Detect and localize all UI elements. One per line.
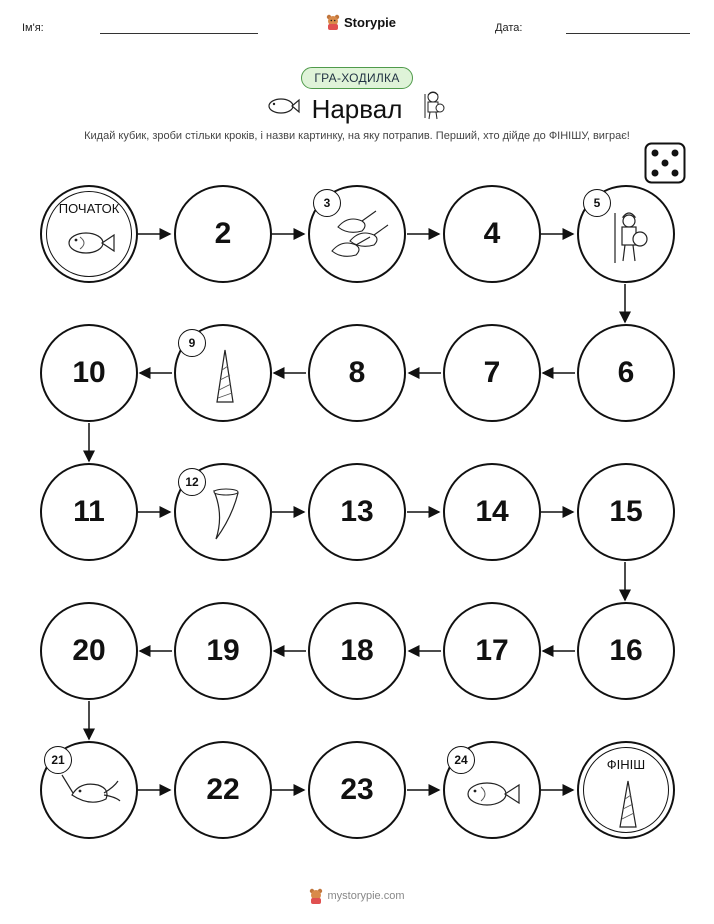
cell-number-badge: 21: [44, 746, 72, 774]
board-cell: [174, 741, 272, 839]
tusk-icon: [617, 779, 639, 829]
start-label: ПОЧАТОК: [58, 201, 120, 216]
narwhal-icon: [60, 771, 122, 811]
cell-number-badge: 9: [178, 329, 206, 357]
cell-number-badge: 5: [583, 189, 611, 217]
narwhal-group-icon: [328, 207, 390, 265]
bear-icon: [309, 888, 323, 904]
footer: [0, 888, 714, 904]
finish-label: ФІНІШ: [606, 757, 646, 772]
cell-number: 11: [73, 495, 105, 528]
cell-number: 16: [609, 634, 643, 667]
board-cell: [577, 463, 675, 561]
flatfish-icon: [465, 779, 521, 809]
brand-name: Storypie: [344, 14, 397, 30]
cell-number-badge: 12: [178, 468, 206, 496]
page-title: Нарвал: [311, 94, 403, 124]
cell-number: 15: [609, 495, 643, 528]
instructions: Кидай кубик, зроби стільки кроків, і назви картинку, на яку потрапив. Перший, хто дійде до ФІНІШУ, виграє!: [84, 130, 630, 142]
board-cell: [443, 602, 541, 700]
board-cell: [174, 185, 272, 283]
tusk-icon: [214, 348, 236, 404]
board-cell: [443, 463, 541, 561]
cell-number-badge: 3: [313, 189, 341, 217]
viking-icon: [609, 207, 649, 267]
board-cell: [577, 324, 675, 422]
cell-number: 10: [72, 356, 106, 389]
board-cell: [443, 324, 541, 422]
footer-site[interactable]: mystorypie.com: [327, 890, 405, 902]
flatfish-icon: [66, 229, 116, 257]
cell-number: 7: [483, 356, 501, 389]
cell-number: 13: [340, 495, 374, 528]
board-cell: [308, 741, 406, 839]
board-cell: [443, 185, 541, 283]
cell-number: 19: [206, 634, 240, 667]
cell-number: 8: [348, 356, 366, 389]
board-cell: [174, 602, 272, 700]
finish-cell: [577, 741, 675, 839]
board-cell: [40, 602, 138, 700]
cell-number: 2: [214, 217, 232, 250]
name-label: Ім'я:: [22, 22, 44, 34]
date-label: Дата:: [495, 22, 523, 34]
cell-number: 14: [475, 495, 509, 528]
cell-number: 22: [206, 773, 240, 806]
start-cell: [40, 185, 138, 283]
cell-number: 18: [340, 634, 374, 667]
board-cell: [308, 324, 406, 422]
horn-icon: [206, 487, 246, 543]
cell-number: 17: [475, 634, 509, 667]
cell-number: 23: [340, 773, 374, 806]
board-cell: [308, 602, 406, 700]
cell-number: 6: [617, 356, 635, 389]
cell-number-badge: 24: [447, 746, 475, 774]
cell-number: 4: [483, 217, 501, 250]
board-cell: [577, 602, 675, 700]
game-type-badge: ГРА-ХОДИЛКА: [301, 67, 412, 89]
board-cell: [308, 463, 406, 561]
board-cell: [40, 324, 138, 422]
board-cell: [40, 463, 138, 561]
cell-number: 20: [72, 634, 106, 667]
